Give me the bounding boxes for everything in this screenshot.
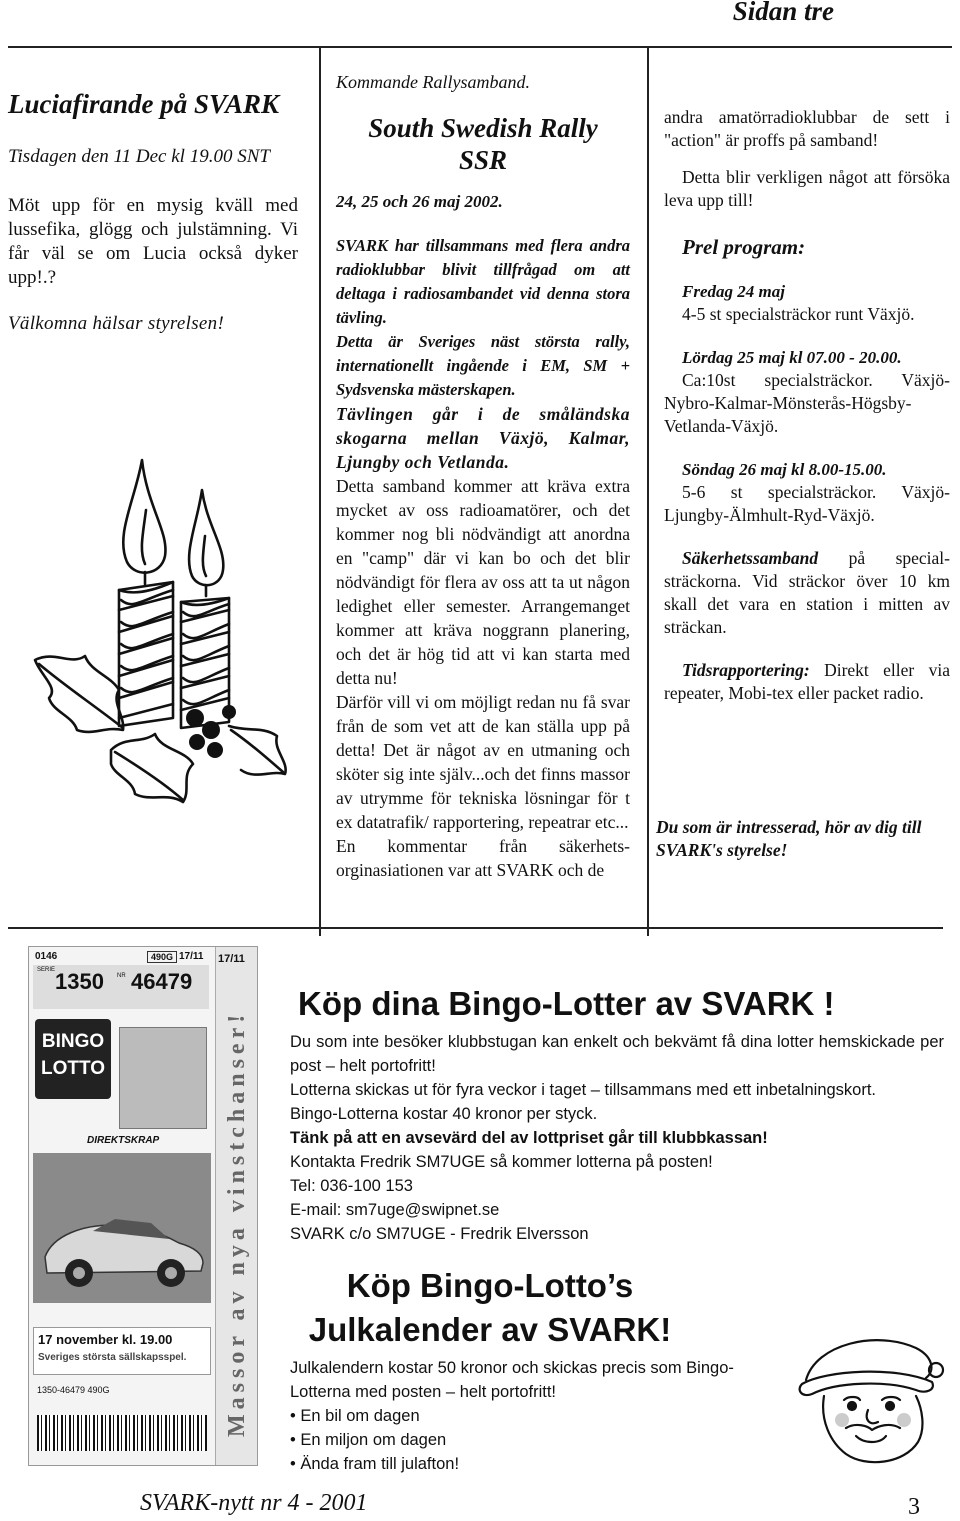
- kalender-item: • En miljon om dagen: [290, 1428, 770, 1452]
- lucia-sign: Välkomna hälsar styrelsen!: [8, 313, 225, 334]
- bingo-line1: Du som inte besöker klubbstugan kan enkelt och bekvämt få dina lotter hemskickade per post – helt portofritt!: [290, 1033, 944, 1075]
- header-rule: [8, 46, 952, 48]
- column-divider-right: [647, 48, 649, 936]
- rally-kicker: Kommande Rallysamband.: [336, 72, 530, 92]
- bingo-line3: Bingo-Lotterna kostar 40 kronor per styck.: [290, 1105, 598, 1123]
- nr-label: NR: [117, 973, 126, 979]
- program-column: [664, 106, 950, 705]
- kalender-heading2: Julkalender av SVARK!: [308, 1311, 672, 1348]
- kalender-section: [290, 1264, 770, 1476]
- rally-p5: Därför vill vi om möjligt redan nu få svar från de som vet att de kan ställa upp på detta! Det är något av en utmaning och sköter sig inte själv...och det finns massor av utrymme för tekniska lösningar för t ex datatrafik/ rapportering, repeatrar etc...: [336, 692, 630, 832]
- ticket-side-date: 17/11: [218, 953, 245, 965]
- car-icon: [33, 1153, 211, 1303]
- program-intro2: Detta blir verkligen något att försöka leva upp till!: [664, 167, 950, 210]
- lucia-body: Möt upp för en mysig kväll med lussefika, glögg och julstämning. Vi får väl se om Lucia också dyker upp!.?: [8, 195, 298, 288]
- kalender-heading1: Köp Bingo-Lotto’s: [346, 1267, 634, 1304]
- rally-title-line2: SSR: [458, 145, 508, 175]
- logo-lotto: LOTTO: [40, 1058, 106, 1079]
- ticket-vertical-slogan: Massor av nya vinstchanser!: [224, 1009, 250, 1437]
- logo-bingo: BINGO: [41, 1031, 105, 1052]
- nr-number: 46479: [131, 969, 193, 994]
- bingo-text: [290, 1030, 944, 1246]
- contact-callout: Du som är intresserad, hör av dig till SVARK's styrelse!: [656, 817, 922, 860]
- lucia-title: Luciafirande på SVARK: [8, 89, 280, 119]
- ticket-bottom-code: 1350-46479 490G: [37, 1385, 110, 1395]
- friday-text: 4-5 st specialsträckor runt Växjö.: [682, 304, 915, 324]
- rally-p3: Tävlingen går i de småländska skogarna mellan Växjö, Kalmar, Ljungby och Vetlanda.: [336, 404, 630, 472]
- column-divider-left: [319, 48, 321, 936]
- ticket-logo: [35, 1019, 111, 1099]
- ticket-barcode: [37, 1415, 207, 1451]
- saturday-label: Lördag 25 maj kl 07.00 - 20.00.: [682, 348, 902, 367]
- bingo-section: [290, 984, 944, 1246]
- lucia-date: Tisdagen den 11 Dec kl 19.00 SNT: [8, 146, 270, 167]
- rally-dates: 24, 25 och 26 maj 2002.: [336, 192, 503, 211]
- sunday-text: 5-6 st specialsträckor. Växjö-Ljungby-Älmhult-Ryd-Växjö.: [664, 482, 950, 525]
- bingo-heading: Köp dina Bingo-Lotter av SVARK !: [298, 985, 835, 1022]
- ticket-date-banner: [33, 1327, 211, 1375]
- rally-title: [336, 112, 630, 176]
- serie-number: 1350: [55, 969, 104, 994]
- ticket-tag: DIREKTSKRAP: [87, 1135, 160, 1146]
- ticket-date-big: 17 november kl. 19.00: [38, 1332, 173, 1347]
- time-text: Direkt eller via repeater, Mobi-tex eller packet radio.: [664, 660, 950, 703]
- rally-p1: SVARK har tillsammans med flera andra radioklubbar blivit tillfrågad om att deltaga i radiosambandet vid denna stora tävling.: [336, 236, 630, 327]
- lucia-column: [8, 88, 298, 336]
- program-heading: Prel program:: [682, 235, 806, 259]
- rally-column: [336, 70, 630, 882]
- bingo-line4: Tänk på att en avsevärd del av lottpriset går till klubbkassan!: [290, 1129, 768, 1147]
- section-rule: [8, 927, 943, 929]
- serie-label: SERIE: [37, 967, 56, 973]
- ticket-slogan: Sveriges största sällskapsspel.: [38, 1352, 187, 1363]
- section-header: Sidan tre: [732, 0, 834, 26]
- bingo-line2: Lotterna skickas ut för fyra veckor i taget – tillsammans med ett inbetalningskort.: [290, 1081, 877, 1099]
- kalender-list: [290, 1404, 770, 1476]
- santa-illustration: [786, 1330, 946, 1470]
- rally-p6: En kommentar från säkerhets-orginasiationen var att SVARK och de: [336, 836, 630, 880]
- rally-p4: Detta samband kommer att kräva extra mycket av oss radioamatörer, och det kommer nog bli nödvändigt att anordna en "camp" där vi kan bo och det blir nödvändigt för flera av oss att ta ut någon ledighet eller semester. Arrangemanget kommer att kräva noggrann planering, och det är hög tid att vi kan starta med detta nu!: [336, 476, 630, 688]
- ticket-car-image: [33, 1153, 211, 1303]
- safety-label: Säkerhetssamband: [682, 548, 819, 568]
- kalender-item: • En bil om dagen: [290, 1404, 770, 1428]
- ticket-code: 490G: [147, 951, 177, 963]
- ticket-number: 0146: [35, 951, 58, 962]
- footer-issue: SVARK-nytt nr 4 - 2001: [140, 1490, 368, 1516]
- page-number: 3: [908, 1494, 920, 1520]
- bingo-address: SVARK c/o SM7UGE - Fredrik Elversson: [290, 1225, 589, 1243]
- friday-label: Fredag 24 maj: [682, 282, 785, 301]
- bingo-ticket: [28, 946, 258, 1466]
- kalender-text: Julkalendern kostar 50 kronor och skickas precis som Bingo-Lotterna med posten – helt portofritt!: [290, 1359, 734, 1401]
- ticket-scratch-panel: [119, 1027, 207, 1129]
- rally-p2: Detta är Sveriges näst största rally, internationellt ingående i EM, SM + Sydsvenska mästerskapen.: [336, 332, 630, 399]
- bingo-email: E-mail: sm7uge@swipnet.se: [290, 1201, 500, 1219]
- bingo-line5: Kontakta Fredrik SM7UGE så kommer lotterna på posten!: [290, 1153, 713, 1171]
- ticket-side-strip: [215, 947, 258, 1465]
- time-label: Tidsrapportering:: [682, 660, 810, 680]
- saturday-text: Ca:10st specialsträckor. Växjö-Nybro-Kalmar-Mönsterås-Högsby-Vetlanda-Växjö.: [664, 370, 950, 436]
- ticket-date-top: 17/11: [179, 951, 204, 962]
- kalender-item: • Ända fram till julafton!: [290, 1452, 770, 1476]
- time-paragraph: [664, 659, 950, 705]
- safety-text: på special-sträckorna. Vid sträckor över 10 km skall det vara en station i mitten av sträckan.: [664, 548, 951, 637]
- rally-title-line1: South Swedish Rally: [368, 113, 598, 143]
- safety-paragraph: [664, 547, 950, 639]
- bingo-phone: Tel: 036-100 153: [290, 1177, 413, 1195]
- program-intro: andra amatörradioklubbar de sett i "action" är proffs på samband!: [664, 107, 950, 150]
- ticket-serial-box: [33, 965, 209, 1009]
- sunday-label: Söndag 26 maj kl 8.00-15.00.: [682, 460, 887, 479]
- candles-illustration: [15, 450, 305, 810]
